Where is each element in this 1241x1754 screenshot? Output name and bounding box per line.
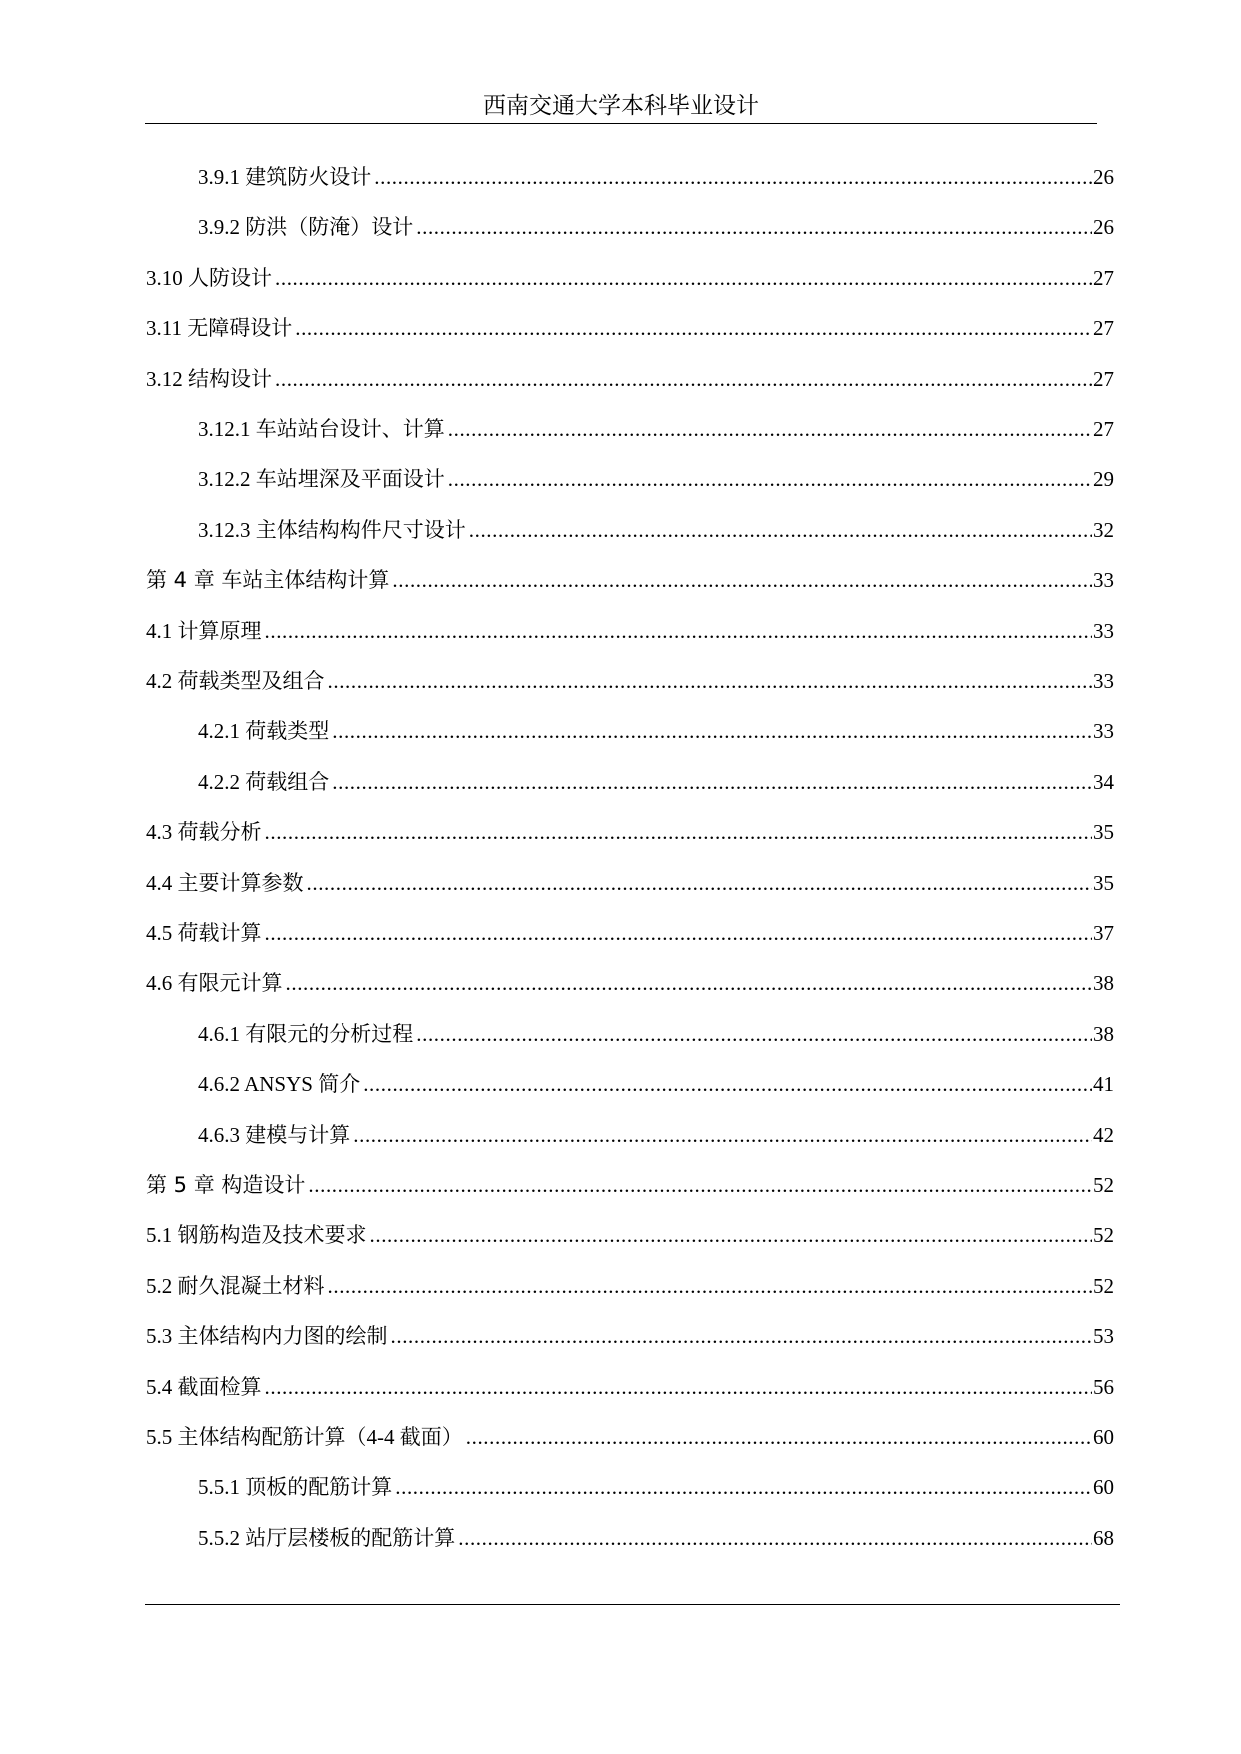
toc-entry-page-number: 35 [1093,870,1114,895]
toc-leader-dots [458,1521,1092,1555]
toc-leader-dots [391,1319,1093,1353]
toc-entry-page-number: 38 [1093,971,1114,996]
toc-entry[interactable] [198,462,1114,496]
toc-leader-dots [275,261,1092,295]
toc-leader-dots [332,765,1092,799]
toc-entry-title: 5.2 耐久混凝土材料 [146,1273,325,1298]
toc-entry-page-number: 29 [1093,467,1114,492]
toc-entry-title: 5.3 主体结构内力图的绘制 [146,1324,388,1349]
toc-entry[interactable] [146,1269,1114,1303]
toc-entry-page-number: 27 [1093,316,1114,341]
toc-entry[interactable] [198,160,1114,194]
toc-entry-title: 4.3 荷载分析 [146,820,262,845]
toc-leader-dots [448,412,1092,446]
toc-entry-page-number: 42 [1093,1122,1114,1147]
toc-leader-dots [308,1168,1092,1202]
toc-entry[interactable] [198,765,1114,799]
toc-entry-page-number: 60 [1093,1425,1114,1449]
toc-entry-page-number: 68 [1093,1525,1114,1550]
toc-entry[interactable] [198,210,1114,244]
toc-entry[interactable] [198,714,1114,748]
toc-leader-dots [307,866,1093,900]
toc-entry[interactable] [146,866,1114,900]
toc-entry[interactable] [198,1017,1114,1051]
toc-leader-dots [286,966,1093,1000]
toc-leader-dots [363,1067,1092,1101]
toc-entry-title: 3.12.3 主体结构构件尺寸设计 [198,517,466,542]
toc-leader-dots [265,1370,1093,1404]
toc-leader-dots [328,1269,1093,1303]
toc-entry-page-number: 33 [1093,618,1114,643]
toc-leader-dots [265,614,1093,648]
toc-entry-page-number: 33 [1093,669,1114,693]
toc-entry-title: 3.9.2 防洪（防淹）设计 [198,215,414,240]
toc-entry-page-number: 32 [1093,517,1114,542]
toc-leader-dots [374,160,1092,194]
toc-entry-page-number: 60 [1093,1475,1114,1500]
toc-entry-page-number: 37 [1093,921,1114,945]
toc-leader-dots [448,462,1092,496]
toc-leader-dots [469,513,1092,547]
toc-leader-dots [395,1470,1092,1504]
toc-entry[interactable] [146,664,1114,698]
toc-entry-page-number: 56 [1093,1374,1114,1399]
toc-entry-title: 3.11 无障碍设计 [146,316,293,341]
toc-entry-title: 4.2.1 荷载类型 [198,719,330,744]
toc-leader-dots [332,714,1092,748]
toc-entry-title: 3.12 结构设计 [146,366,272,391]
toc-entry-title: 3.10 人防设计 [146,265,272,290]
toc-entry[interactable] [146,261,1114,295]
toc-chapter-entry[interactable] [146,1168,1114,1202]
toc-entry-title: 4.6.2 ANSYS 简介 [198,1072,361,1097]
toc-chapter-entry[interactable] [146,563,1114,597]
toc-entry-page-number: 26 [1093,165,1114,189]
toc-entry[interactable] [146,362,1114,396]
toc-entry-page-number: 52 [1093,1173,1114,1197]
toc-entry-page-number: 27 [1093,366,1114,391]
toc-leader-dots [370,1218,1093,1252]
toc-leader-dots [265,916,1093,950]
toc-entry[interactable] [198,1118,1114,1152]
toc-entry[interactable] [146,1420,1114,1454]
toc-entry-page-number: 34 [1093,769,1114,794]
toc-entry[interactable] [198,1067,1114,1101]
toc-entry-title: 4.6 有限元计算 [146,971,283,996]
toc-leader-dots [275,362,1092,396]
toc-leader-dots [328,664,1093,698]
toc-entry-page-number: 27 [1093,265,1114,290]
toc-entry-page-number: 27 [1093,417,1114,441]
toc-entry-title: 5.5 主体结构配筋计算（4-4 截面） [146,1425,463,1449]
toc-entry[interactable] [198,1521,1114,1555]
toc-entry-title: 5.1 钢筋构造及技术要求 [146,1223,367,1248]
toc-entry-page-number: 52 [1093,1223,1114,1248]
toc-leader-dots [295,311,1092,345]
toc-entry-title: 4.5 荷载计算 [146,921,262,945]
toc-entry-title: 5.4 截面检算 [146,1374,262,1399]
toc-entry-title: 4.1 计算原理 [146,618,262,643]
toc-entry-title: 4.4 主要计算参数 [146,870,304,895]
toc-entry-title: 3.12.1 车站站台设计、计算 [198,417,445,441]
toc-leader-dots [416,210,1092,244]
toc-leader-dots [416,1017,1092,1051]
toc-entry-page-number: 53 [1093,1324,1114,1349]
toc-leader-dots [392,563,1092,597]
toc-entry-title: 4.6.1 有限元的分析过程 [198,1021,414,1046]
toc-entry[interactable] [146,1218,1114,1252]
toc-entry-title: 5.5.2 站厅层楼板的配筋计算 [198,1525,456,1550]
toc-entry[interactable] [198,412,1114,446]
header-rule [145,123,1097,124]
toc-entry-title: 3.12.2 车站埋深及平面设计 [198,467,445,492]
toc-entry-page-number: 33 [1093,568,1114,593]
toc-entry-title: 4.2.2 荷载组合 [198,769,330,794]
toc-leader-dots [466,1420,1092,1454]
toc-entry-page-number: 35 [1093,820,1114,845]
page-header-title: 西南交通大学本科毕业设计 [483,93,759,119]
toc-leader-dots [353,1118,1092,1152]
toc-entry-page-number: 38 [1093,1021,1114,1046]
toc-entry-title: 4.2 荷载类型及组合 [146,669,325,693]
toc-entry[interactable] [146,311,1114,345]
toc-entry[interactable] [198,513,1114,547]
toc-entry-title: 4.6.3 建模与计算 [198,1122,351,1147]
toc-entry-title: 第 4 章 车站主体结构计算 [146,568,390,593]
toc-entry-page-number: 26 [1093,215,1114,240]
toc-entry-page-number: 41 [1093,1072,1114,1097]
toc-entry[interactable] [146,1370,1114,1404]
toc-entry[interactable] [146,916,1114,950]
toc-leader-dots [265,815,1093,849]
toc-entry[interactable] [146,1319,1114,1353]
toc-entry-title: 第 5 章 构造设计 [146,1173,306,1197]
toc-entry-title: 3.9.1 建筑防火设计 [198,165,372,189]
toc-entry[interactable] [146,966,1114,1000]
toc-entry-page-number: 52 [1093,1273,1114,1298]
toc-entry[interactable] [146,614,1114,648]
toc-entry[interactable] [146,815,1114,849]
toc-entry-page-number: 33 [1093,719,1114,744]
toc-entry[interactable] [198,1470,1114,1504]
footer-rule [145,1604,1120,1605]
toc-entry-title: 5.5.1 顶板的配筋计算 [198,1475,393,1500]
